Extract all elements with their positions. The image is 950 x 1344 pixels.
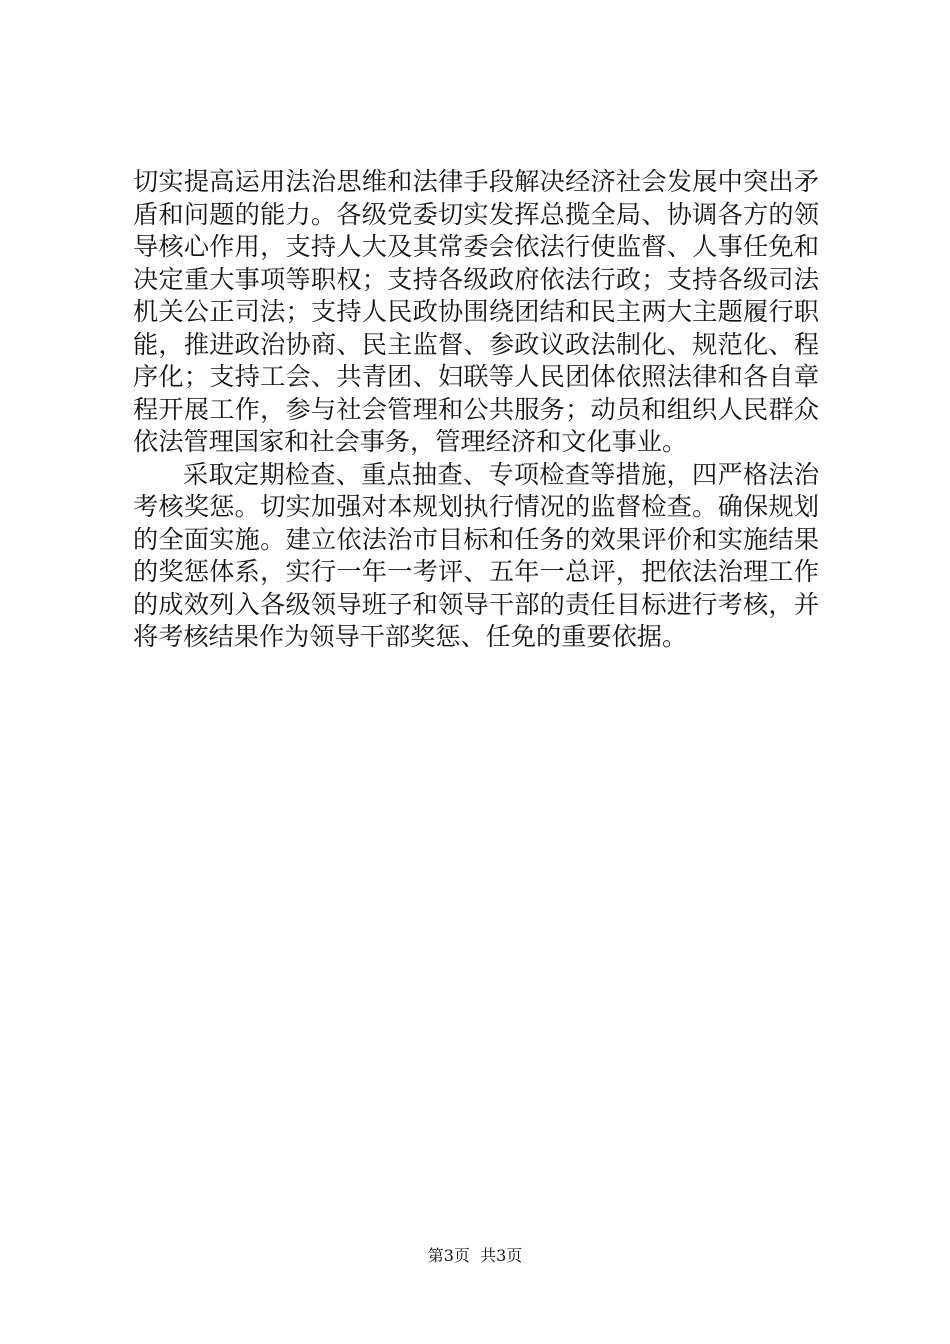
paragraph-line: 决定重大事项等职权；支持各级政府依法行政；支持各级司法: [133, 264, 819, 294]
body-text: [133, 166, 819, 654]
page-footer: [0, 1245, 950, 1267]
paragraph-line: 的奖惩体系，实行一年一考评、五年一总评，把依法治理工作: [133, 557, 819, 586]
paragraph-line: 的成效列入各级领导班子和领导干部的责任目标进行考核，并: [133, 589, 819, 619]
paragraph-line: 程开展工作，参与社会管理和公共服务；动员和组织人民群众: [133, 394, 819, 424]
paragraph-line: 切实提高运用法治思维和法律手段解决经济社会发展中突出矛: [133, 167, 819, 196]
paragraph-line: 导核心作用，支持人大及其常委会依法行使监督、人事任免和: [133, 232, 819, 261]
paragraph-line: 依法管理国家和社会事务，管理经济和文化事业。: [133, 427, 688, 456]
page-number: 第3页 共3页: [427, 1246, 523, 1265]
paragraph-line: 考核奖惩。切实加强对本规划执行情况的监督检查。确保规划: [133, 492, 819, 521]
paragraph-2: [133, 459, 819, 654]
paragraph-1: [133, 166, 819, 459]
paragraph-line: 将考核结果作为领导干部奖惩、任免的重要依据。: [133, 622, 688, 651]
paragraph-line: 的全面实施。建立依法治市目标和任务的效果评价和实施结果: [133, 524, 819, 554]
paragraph-line: 序化；支持工会、共青团、妇联等人民团体依照法律和各自章: [133, 362, 819, 391]
paragraph-line: 盾和问题的能力。各级党委切实发挥总揽全局、协调各方的领: [133, 199, 819, 229]
paragraph-line: 能，推进政治协商、民主监督、参政议政法制化、规范化、程: [133, 329, 819, 359]
paragraph-line: 机关公正司法；支持人民政协围绕团结和民主两大主题履行职: [133, 297, 819, 326]
paragraph-line: 采取定期检查、重点抽查、专项检查等措施，四严格法治: [183, 459, 819, 489]
